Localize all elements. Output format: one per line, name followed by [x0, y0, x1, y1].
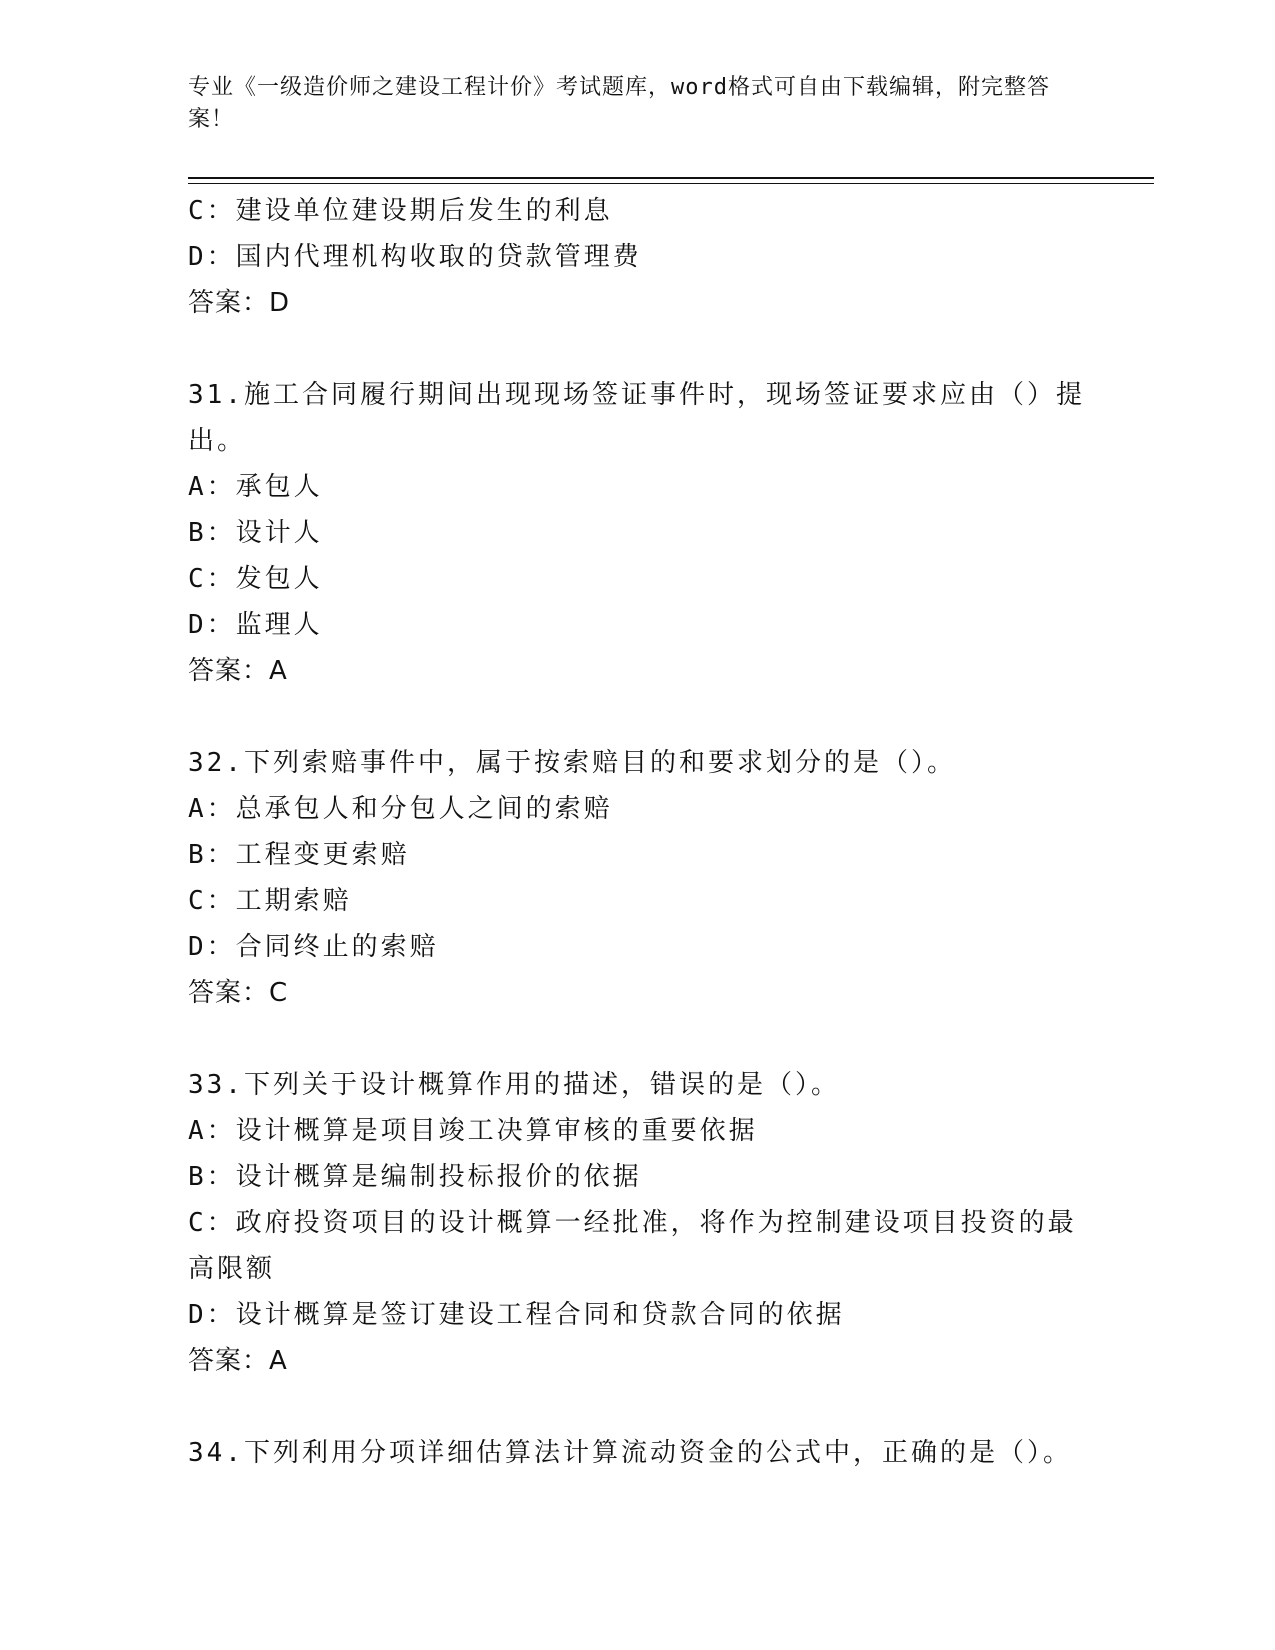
option-c: C：建设单位建设期后发生的利息	[188, 196, 613, 226]
question-30-continuation	[188, 188, 1088, 326]
option-a: A：承包人	[188, 472, 323, 502]
option-d: D：设计概算是签订建设工程合同和贷款合同的依据	[188, 1300, 845, 1330]
option-b: B：设计人	[188, 518, 323, 548]
question-stem: 32.下列索赔事件中，属于按索赔目的和要求划分的是（）。	[188, 748, 956, 778]
answer: 答案：A	[188, 656, 288, 686]
question-content	[188, 188, 1088, 1476]
question-34	[188, 1430, 1088, 1476]
option-d: D：合同终止的索赔	[188, 932, 439, 962]
question-31	[188, 372, 1088, 694]
spacer	[188, 1384, 1088, 1430]
option-a: A：设计概算是项目竣工决算审核的重要依据	[188, 1116, 758, 1146]
option-b: B：工程变更索赔	[188, 840, 410, 870]
option-d: D：国内代理机构收取的贷款管理费	[188, 242, 642, 272]
question-stem: 34.下列利用分项详细估算法计算流动资金的公式中，正确的是（）。	[188, 1438, 1072, 1468]
question-stem: 31.施工合同履行期间出现现场签证事件时，现场签证要求应由（）提出。	[188, 380, 1085, 456]
answer: 答案：A	[188, 1346, 288, 1376]
option-c: C：工期索赔	[188, 886, 352, 916]
spacer	[188, 326, 1088, 372]
question-33	[188, 1062, 1088, 1384]
spacer	[188, 1016, 1088, 1062]
option-b: B：设计概算是编制投标报价的依据	[188, 1162, 642, 1192]
spacer	[188, 694, 1088, 740]
option-c: C：政府投资项目的设计概算一经批准，将作为控制建设项目投资的最高限额	[188, 1208, 1077, 1284]
answer: 答案：D	[188, 288, 291, 318]
page-header: 专业《一级造价师之建设工程计价》考试题库，word格式可自由下载编辑，附完整答案！	[188, 75, 1050, 132]
header-divider-thick	[188, 177, 1154, 179]
option-c: C：发包人	[188, 564, 323, 594]
option-d: D：监理人	[188, 610, 323, 640]
answer: 答案：C	[188, 978, 289, 1008]
question-32	[188, 740, 1088, 1016]
option-a: A：总承包人和分包人之间的索赔	[188, 794, 613, 824]
header-divider-thin	[188, 183, 1154, 184]
question-stem: 33.下列关于设计概算作用的描述，错误的是（）。	[188, 1070, 840, 1100]
